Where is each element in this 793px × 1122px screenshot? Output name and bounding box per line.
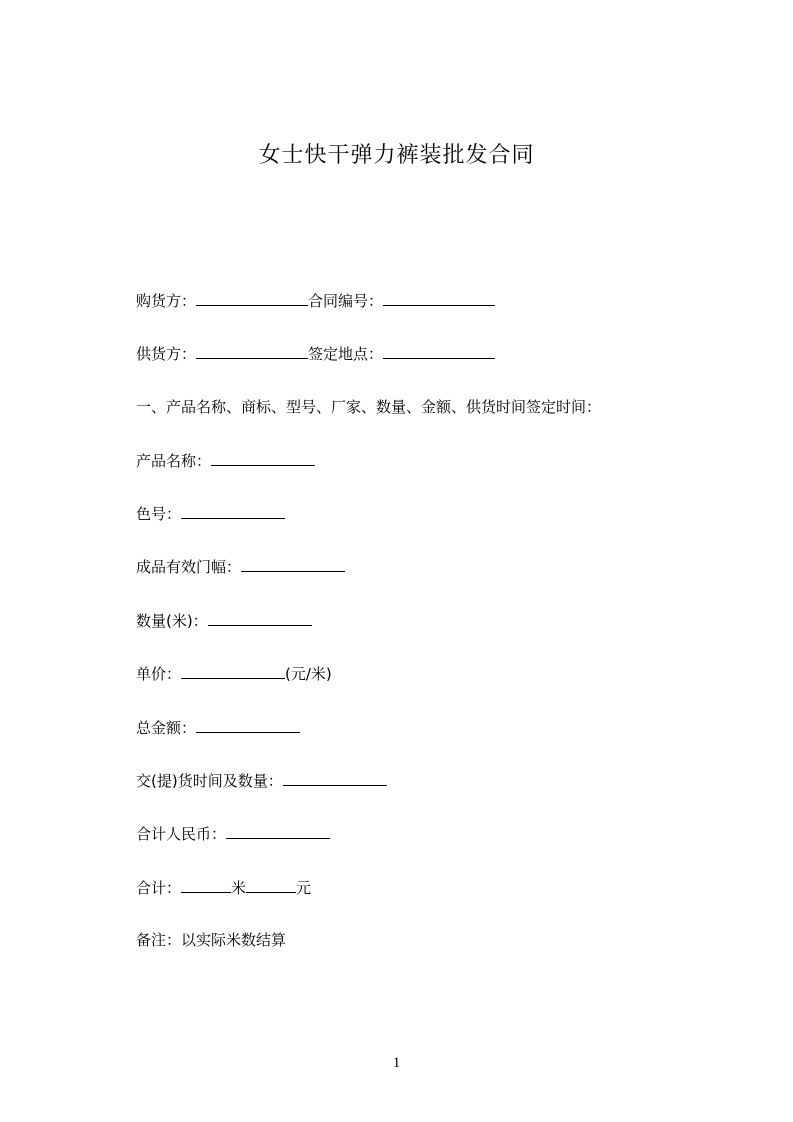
unit-price-unit: (元/米) xyxy=(285,665,332,683)
total-rmb-blank[interactable] xyxy=(226,822,330,839)
color-no-line xyxy=(136,502,285,525)
total-rmb-label: 合计人民币： xyxy=(136,825,227,843)
section-1-heading: 一、产品名称、商标、型号、厂家、数量、金额、供货时间签定时间： xyxy=(136,398,602,416)
sign-place-blank[interactable] xyxy=(383,342,495,359)
yuan-unit: 元 xyxy=(296,879,312,897)
color-no-label: 色号： xyxy=(136,505,182,523)
product-name-label: 产品名称： xyxy=(136,452,212,470)
total-amount-blank[interactable] xyxy=(196,716,300,733)
width-line xyxy=(136,555,345,578)
product-name-blank[interactable] xyxy=(211,449,315,466)
total-yuan-blank[interactable] xyxy=(246,876,296,893)
unit-price-blank[interactable] xyxy=(181,662,285,679)
contract-no-label: 合同编号： xyxy=(308,292,384,310)
quantity-blank[interactable] xyxy=(208,609,312,626)
remark-line: 备注：以实际米数结算 xyxy=(136,931,287,949)
product-name-line xyxy=(136,449,315,472)
supplier-blank[interactable] xyxy=(196,342,308,359)
total-amount-label: 总金额： xyxy=(136,719,197,737)
total-line xyxy=(136,876,311,899)
width-label: 成品有效门幅： xyxy=(136,558,242,576)
total-meter-blank[interactable] xyxy=(181,876,231,893)
buyer-line xyxy=(136,289,495,312)
delivery-blank[interactable] xyxy=(283,769,387,786)
total-label: 合计： xyxy=(136,879,182,897)
quantity-label: 数量(米)： xyxy=(136,612,208,630)
contract-no-blank[interactable] xyxy=(383,289,495,306)
supplier-line xyxy=(136,342,495,365)
sign-place-label: 签定地点： xyxy=(308,345,384,363)
buyer-blank[interactable] xyxy=(196,289,308,306)
page-number: 1 xyxy=(392,1055,401,1071)
supplier-label: 供货方： xyxy=(136,345,197,363)
unit-price-line xyxy=(136,662,332,685)
total-amount-line xyxy=(136,716,300,739)
quantity-line xyxy=(136,609,312,632)
buyer-label: 购货方： xyxy=(136,292,197,310)
delivery-label: 交(提)货时间及数量： xyxy=(136,772,283,790)
delivery-line xyxy=(136,769,387,792)
meter-unit: 米 xyxy=(231,879,247,897)
width-blank[interactable] xyxy=(241,555,345,572)
total-rmb-line xyxy=(136,822,330,845)
unit-price-label: 单价： xyxy=(136,665,182,683)
document-title: 女士快干弹力裤装批发合同 xyxy=(258,143,535,168)
color-no-blank[interactable] xyxy=(181,502,285,519)
